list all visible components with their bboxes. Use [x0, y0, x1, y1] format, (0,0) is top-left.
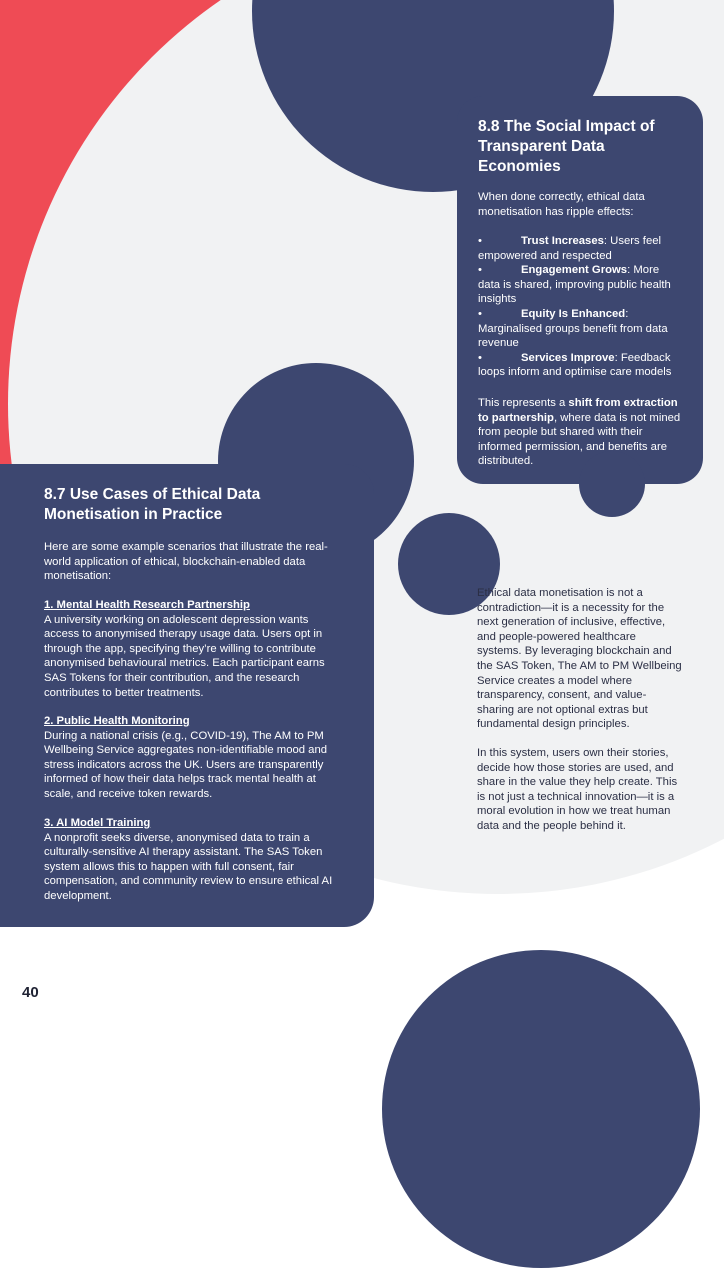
- use-case-body: A university working on adolescent depression wants access to anonymised therapy usage data. Users opt in through the app, specifying they’re willing to contribute anonymised behavioural metrics. Each participant earns SAS Tokens for their contribution, and the research contributes to better treatments.: [44, 613, 325, 699]
- list-item: • Equity Is Enhanced: Marginalised groups benefit from data revenue: [478, 307, 668, 350]
- conclusion-paragraph-1: Ethical data monetisation is not a contradiction—it is a necessity for the next generation of inclusive, effective, and people-powered healthcare systems. By leveraging blockchain and the SAS Token, The AM to PM Wellbeing Service creates a model where transparency, consent, and value-sharing are not optional extras but fundamental design principles.: [477, 587, 682, 731]
- use-case-title: 3. AI Model Training: [44, 817, 151, 829]
- bottom-navy-circle: [382, 950, 700, 1268]
- section-87-intro: Here are some example scenarios that illustrate the real-world application of ethical, blockchain-enabled data monetisation:: [44, 541, 328, 583]
- section-87-title: 8.7 Use Cases of Ethical Data Monetisation in Practice: [44, 486, 261, 523]
- list-item: • Trust Increases: Users feel empowered and respected: [478, 235, 662, 262]
- use-case-2: [44, 714, 346, 802]
- section-88-outro: This represents a shift from extraction to partnership, where data is not mined from people but shared with their informed permission, and benefits are distributed.: [478, 397, 681, 468]
- section-88-intro: When done correctly, ethical data monetisation has ripple effects:: [478, 191, 645, 218]
- use-case-title: 1. Mental Health Research Partnership: [44, 599, 250, 611]
- page-number: 40: [22, 984, 39, 1001]
- list-item: • Services Improve: Feedback loops inform and optimise care models: [478, 351, 672, 379]
- use-case-3: [44, 816, 346, 904]
- use-case-title: 2. Public Health Monitoring: [44, 715, 190, 727]
- conclusion-paragraph-2: In this system, users own their stories, decide how those stories are used, and share in the value they help create. This is not just a technical innovation—it is a moral evolution in how we treat human data and the people behind it.: [477, 747, 678, 832]
- section-88-list: [478, 234, 684, 380]
- list-item: • Engagement Grows: More data is shared, improving public health insights: [478, 264, 671, 306]
- section-88-title: 8.8 The Social Impact of Transparent Data Economies: [478, 118, 655, 175]
- use-case-1: [44, 598, 346, 700]
- use-case-body: During a national crisis (e.g., COVID-19), The AM to PM Wellbeing Service aggregates non-identifiable mood and stress indicators across the UK. Users are transparently informed of how their data helps track mental health at scale, and receive token rewards.: [44, 729, 328, 800]
- use-case-body: A nonprofit seeks diverse, anonymised data to train a culturally-sensitive AI therapy assistant. The SAS Token system allows this to happen with full consent, fair compensation, and community review to ensure ethical AI development.: [44, 831, 333, 902]
